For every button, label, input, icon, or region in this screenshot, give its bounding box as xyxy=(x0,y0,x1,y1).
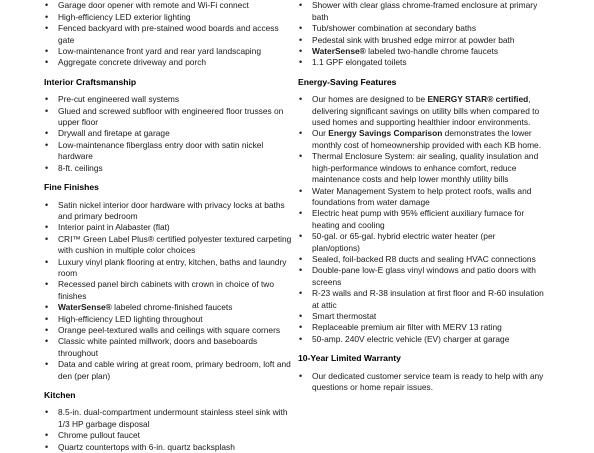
list-item: • High-efficiency LED exterior lighting xyxy=(44,12,292,23)
list-item: • Drywall and firetape at garage xyxy=(44,128,292,139)
list-item-text: labeled two-handle chrome faucets xyxy=(368,46,498,56)
list-item: • Aggregate concrete driveway and porch xyxy=(44,57,292,68)
list-item-text: Our xyxy=(312,128,328,138)
list-item xyxy=(298,94,544,128)
list-item: • Classic white painted millwork, doors and baseboards throughout xyxy=(44,336,292,359)
list-item: • Double-pane low-E glass vinyl windows and patio doors with screens xyxy=(298,265,544,288)
list-item: • 8.5-in. dual-compartment undermount stainless steel sink with 1/3 HP garbage disposal xyxy=(44,407,292,430)
list-item xyxy=(298,128,544,151)
list-item: • R-23 walls and R-38 insulation at first floor and R-60 insulation at attic xyxy=(298,288,544,311)
list-item: • Water Management System to help protect roofs, walls and foundations from water damage xyxy=(298,186,544,209)
list-item: • Thermal Enclosure System: air sealing, quality insulation and high-performance windows to enhance comfort, reduce maintenance costs and help lower monthly utility bills xyxy=(298,151,544,185)
energy-list xyxy=(298,94,544,345)
list-item: • Luxury vinyl plank flooring at entry, kitchen, baths and laundry room xyxy=(44,257,292,280)
list-item: • Low-maintenance fiberglass entry door with satin nickel hardware xyxy=(44,140,292,163)
list-item: • High-efficiency LED lighting throughout xyxy=(44,314,292,325)
list-item: • Pre-cut engineered wall systems xyxy=(44,94,292,105)
list-item: • Data and cable wiring at great room, primary bedroom, loft and den (per plan) xyxy=(44,359,292,382)
list-item: • Sealed, foil-backed R8 ducts and sealing HVAC connections xyxy=(298,254,544,265)
list-item: • Shower with clear glass chrome-framed enclosure at primary bath xyxy=(298,0,544,23)
kitchen-list xyxy=(44,407,292,453)
list-item: • Our dedicated customer service team is ready to help with any questions or home repair issues. xyxy=(298,371,544,394)
list-item: • Replaceable premium air filter with MERV 13 rating xyxy=(298,322,544,333)
list-item: • 1.1 GPF elongated toilets xyxy=(298,57,544,68)
list-item-text: Our homes are designed to be xyxy=(312,94,427,104)
kitchen-heading: Kitchen xyxy=(44,390,292,401)
finishes-heading: Fine Finishes xyxy=(44,182,292,193)
left-column xyxy=(44,0,292,453)
list-item: • Low-maintenance front yard and rear yard landscaping xyxy=(44,46,292,57)
list-item: • 8-ft. ceilings xyxy=(44,163,292,174)
interior-list xyxy=(44,94,292,174)
list-item: • Smart thermostat xyxy=(298,311,544,322)
list-item: • Quartz countertops with 6-in. quartz backsplash xyxy=(44,442,292,453)
list-item: • Glued and screwed subfloor with engineered floor trusses on upper floor xyxy=(44,106,292,129)
list-item: • Pedestal sink with brushed edge mirror at powder bath xyxy=(298,35,544,46)
list-item: • 50-amp. 240V electric vehicle (EV) charger at garage xyxy=(298,334,544,345)
watersense-label: WaterSense® xyxy=(58,302,112,312)
bath-list-continued xyxy=(298,0,544,69)
list-item: • Interior paint in Alabaster (flat) xyxy=(44,222,292,233)
exterior-list-continued xyxy=(44,0,292,69)
list-item: • Garage door opener with remote and Wi-Fi connect xyxy=(44,0,292,11)
list-item xyxy=(44,302,292,313)
finishes-list xyxy=(44,200,292,383)
list-item: • 50-gal. or 65-gal. hybrid electric water heater (per plan/options) xyxy=(298,231,544,254)
warranty-heading: 10-Year Limited Warranty xyxy=(298,353,544,364)
list-item: • Fenced backyard with pre-stained wood boards and access gate xyxy=(44,23,292,46)
energy-heading: Energy-Saving Features xyxy=(298,77,544,88)
list-item: • Recessed panel birch cabinets with crown in choice of two finishes xyxy=(44,279,292,302)
interior-heading: Interior Craftsmanship xyxy=(44,77,292,88)
list-item-text: , delivering significant savings on utility bills when compared to used homes and supporting healthier indoor environments. xyxy=(312,94,539,127)
list-item: • Orange peel-textured walls and ceilings with square corners xyxy=(44,325,292,336)
warranty-list xyxy=(298,371,544,394)
list-item: • Chrome pullout faucet xyxy=(44,430,292,441)
list-item: • Electric heat pump with 95% efficient auxiliary furnace for heating and cooling xyxy=(298,208,544,231)
list-item: • CRI™ Green Label Plus® certified polyester textured carpeting with cushion in multiple color choices xyxy=(44,234,292,257)
list-item-text: labeled chrome-finished faucets xyxy=(114,302,232,312)
list-item xyxy=(298,46,544,57)
list-item-text: demonstrates the lower monthly cost of homeownership provided with each KB home. xyxy=(312,128,541,149)
energy-star-label: ENERGY STAR® certified xyxy=(427,94,528,104)
list-item: • Satin nickel interior door hardware with privacy locks at baths and primary bedroom xyxy=(44,200,292,223)
energy-comparison-label: Energy Savings Comparison xyxy=(328,128,442,138)
right-column xyxy=(298,0,544,393)
list-item: • Tub/shower combination at secondary baths xyxy=(298,23,544,34)
watersense-label: WaterSense® xyxy=(312,46,366,56)
